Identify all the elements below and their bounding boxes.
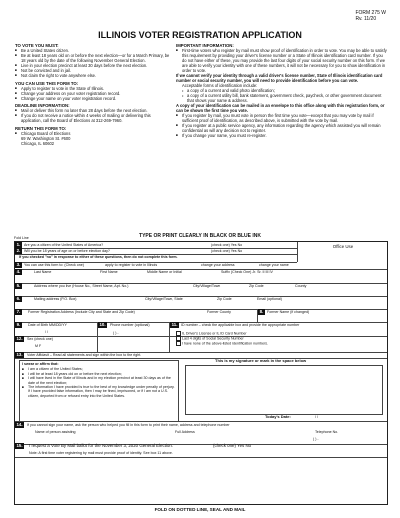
list-item: ■ I will be at least 18 years old on or before the next election; [22, 372, 176, 376]
id-number-label: ID number – check the applicable box and provide the appropriate number [181, 323, 300, 327]
list-item: ■ The information I have provided is true to the best of my knowledge under penalty of perjury. If I have provided false information, then I may be fined, imprisoned, or if I am not a U.S. citizen, deported from or refused entry into the United States. [22, 385, 176, 398]
option-register[interactable]: apply to register to vote in Illinois [105, 263, 158, 267]
todays-date-label: Today's Date: [265, 414, 291, 419]
form-number: FORM 275 W Rv. 11/20 [355, 10, 386, 22]
bold-note: A copy of your identification can be mailed in an envelope to this office along with this registration form, or can be shown the first time you vote. [176, 103, 385, 113]
form-title: ILLINOIS VOTER REGISTRATION APPLICATION [98, 30, 302, 40]
county-field[interactable]: County [295, 284, 307, 288]
list-item: ■ If you change your name, you must re-register. [176, 133, 388, 138]
id-option-drivers-license[interactable]: IL Driver's License or IL ID Card Number [175, 331, 247, 336]
city-field[interactable]: City/Village/Town [193, 284, 221, 288]
row-address: 5. Address where you live (House No., Street Name, Apt. No.) City/Village/Town Zip Code County [15, 283, 387, 297]
phone-field[interactable]: Phone number (optional) [110, 323, 150, 327]
former-address-field[interactable]: Former Registration Address (Include City and State and Zip Code) [28, 310, 135, 314]
address-line: ■ Chicago Board of Elections [15, 131, 171, 136]
sex-label: Sex (check one) [27, 337, 53, 341]
list-item: ■ Be at least 18 years old on or before the next election—or for a March Primary, be 18 years old by the date of the following November General Election. [15, 53, 171, 63]
deadline-list [15, 108, 171, 123]
vote-by-mail-checkbox[interactable]: (check one) Yes No [213, 443, 252, 448]
left-info-column [15, 43, 171, 146]
street-address-field[interactable]: Address where you live (House No., Street Name, Apt. No.) [34, 284, 129, 288]
middle-name-field[interactable]: Middle Name or Initial [147, 270, 182, 274]
sex-checkbox[interactable]: M F [35, 344, 42, 348]
list-item: ■ If you do not receive a notice within 4 weeks of mailing or delivering this application, call the Board of Elections at 312-269-7960. [15, 113, 171, 123]
list-item: ■ I will have lived in the State of Illinois and in my election precinct at least 30 days as of the date of the next election; [22, 376, 176, 385]
use-list [15, 86, 171, 101]
list-item: ■ First-time voters who register by mail must show proof of identification in order to vote. You may be able to satisfy this requirement by providing your driver's license number or a State of Illinois identification card number. If you do not have either of these, you may provide the last four digits of your social security number on this form. If we are able to verify your identity with one of these numbers, it will not be necessary for you to show identification in order to vote. [176, 48, 388, 73]
acceptable-id-heading: Acceptable forms of identification include: [182, 83, 258, 88]
mailing-zip-field[interactable]: Zip Code [217, 297, 232, 301]
row-mailing: 6. Mailing address (P.O. Box) City/Village/Town, State Zip Code Email (optional) [15, 296, 387, 310]
list-item: ■ Be a United States citizen. [15, 48, 171, 53]
list-item: ■ Live in your election precinct at least 30 days before the next election. [15, 63, 171, 68]
former-name-field[interactable]: Former Name (if changed) [267, 310, 310, 314]
list-item: ■ If you register by mail, you must vote in person the first time you vote—except that you may vote by mail if sufficient proof of identification, as described above, is submitted with the vote by mail. [176, 113, 388, 123]
last-name-field[interactable]: Last Name [34, 270, 52, 274]
list-item: ■ Change your name on your voter registration record. [15, 96, 171, 101]
fold-line-label: Fold Line [14, 236, 29, 240]
list-item: ■ I am a citizen of the United States; [22, 367, 176, 371]
important-heading: IMPORTANT INFORMATION: [176, 43, 234, 48]
affidavit-box: I swear or affirm that: ■ I am a citizen of the United States; ■ I will be at least 18 years old on or before the next election; ■ I will have lived in the State of Illinois and in my election precinct at least 30 days as of the date of the next election; ■ The information I have provided is true to the best of my knowledge under penalty of perjury. If I have provided false information, then I may be fined, imprisoned, or if I am not a U.S. citizen, deported from or refused entry into the United States. [19, 360, 179, 422]
signature-label: This is my signature or mark in the space below [215, 358, 307, 363]
citizen-checkbox[interactable]: (check one) Yes No [211, 243, 243, 247]
todays-date-field[interactable]: / / [315, 415, 318, 419]
list-item: • a copy of a current and valid photo identification; [176, 88, 388, 93]
return-heading: RETURN THIS FORM TO: [15, 125, 67, 131]
row-citizen: 1. Are you a citizen of the United States of America? (check one) Yes No [15, 242, 297, 249]
right-info-column [176, 43, 388, 138]
row-name: 4. Last Name First Name Middle Name or Initial Suffix (Check One) Jr. Sr. II III IV [15, 269, 387, 284]
first-name-field[interactable]: First Name [100, 270, 118, 274]
list-item: ■ Apply to register to vote in the State of Illinois. [15, 86, 171, 91]
suffix-field[interactable]: Suffix (Check One) Jr. Sr. II III IV [221, 270, 273, 274]
assistant-address-field[interactable]: Full Address [175, 430, 195, 434]
age-checkbox[interactable]: (check one) Yes No [211, 249, 243, 253]
list-item: ■ Mail or deliver this form no later than 28 days before the next election. [15, 108, 171, 113]
use-heading: YOU CAN USE THIS FORM TO: [15, 80, 79, 86]
print-instruction: TYPE OR PRINT CLEARLY IN BLACK OR BLUE INK [139, 233, 261, 239]
must-heading: TO VOTE YOU MUST: [15, 43, 59, 48]
list-item: • a copy of a current utility bill, bank statement, government check, paycheck, or other government document that shows your name & address. [176, 93, 388, 103]
signature-box[interactable] [185, 365, 383, 415]
row-assistant: 14. If you cannot sign your name, ask the person who helped you fill in this form to print their name, address and telephone number Name of person assisting Full Address Telephone No. ( ) - [15, 421, 387, 445]
must-list [15, 48, 171, 78]
office-use-box: Office Use [297, 242, 388, 262]
row-dob-phone-id: 9. Date of Birth MM/DD/YY / / 10. Phone number (optional) ( ) - 11. ID number – check the applicable box and provide the appropriate number [15, 322, 387, 337]
dob-field[interactable]: Date of Birth MM/DD/YY [28, 323, 67, 327]
list-item: ■ Not be convicted and in jail. [15, 68, 171, 73]
row-vote-by-mail: 15. I request a Vote By Mail ballot for the November 3, 2020 General Election. (check one) Yes No Note: A first time voter registering by mail must provide proof of identity. See box 11 above. [15, 443, 387, 458]
list-item: ■ Not claim the right to vote anywhere else. [15, 73, 171, 78]
row-affidavit-header: 13. Voter Affidavit – Read all statements and sign within the box to the right. [15, 352, 387, 359]
row-former: 7. Former Registration Address (Include City and State and Zip Code) Former County 8. Former Name (if changed) [15, 309, 387, 323]
mailing-city-field[interactable]: City/Village/Town, State [145, 297, 183, 301]
option-name[interactable]: change your name [259, 263, 289, 267]
address-line: Chicago, IL 60602 [21, 140, 55, 146]
list-item: ■ Change your address on your voter registration record. [15, 91, 171, 96]
row-use: 3. You can use this form to: (Check one) apply to register to vote in Illinois change your address change your name [15, 262, 387, 270]
form-grid [14, 241, 388, 505]
bold-note: If we cannot verify your identity through a valid driver's license number, State of Illinois identification card number or social security number, you will need to provide identification before you can vote. [176, 73, 383, 83]
mailing-address-field[interactable]: Mailing address (P.O. Box) [34, 297, 77, 301]
email-field[interactable]: Email (optional) [257, 297, 282, 301]
footer-instruction: FOLD ON DOTTED LINE, SEAL AND MAIL [154, 507, 246, 512]
assistant-name-field[interactable]: Name of person assisting [35, 430, 76, 434]
row-note: If you checked "no" in response to either of these questions, then do not complete this form. [15, 254, 297, 263]
option-address[interactable]: change your address [201, 263, 235, 267]
return-address [15, 131, 171, 136]
deadline-heading: DEADLINE INFORMATION: [15, 103, 70, 108]
zip-field[interactable]: Zip Code [249, 284, 264, 288]
id-option-none[interactable]: I have none of the above-listed identification numbers. [175, 341, 268, 346]
row-age: 2. Will you be 18 years of age on or before election day? (check one) Yes No [15, 248, 297, 255]
id-option-ssn[interactable]: Last 4 digits of Social Security Number [175, 336, 244, 341]
list-item: ■ If you register at a public service agency, any information regarding the agency which assisted you will remain confidential as will any decision not to register. [176, 123, 388, 133]
assistant-phone-field[interactable]: Telephone No. [315, 430, 339, 434]
former-county-field[interactable]: Former County [207, 310, 231, 314]
address-line: 69 W. Washington St. #600 [21, 135, 71, 141]
row-sex-id-options: 12. Sex (check one) M F IL Driver's License or IL ID Card Number Last 4 digits of Social Security Number I have none of the above-listed identification numbers. [15, 336, 387, 353]
